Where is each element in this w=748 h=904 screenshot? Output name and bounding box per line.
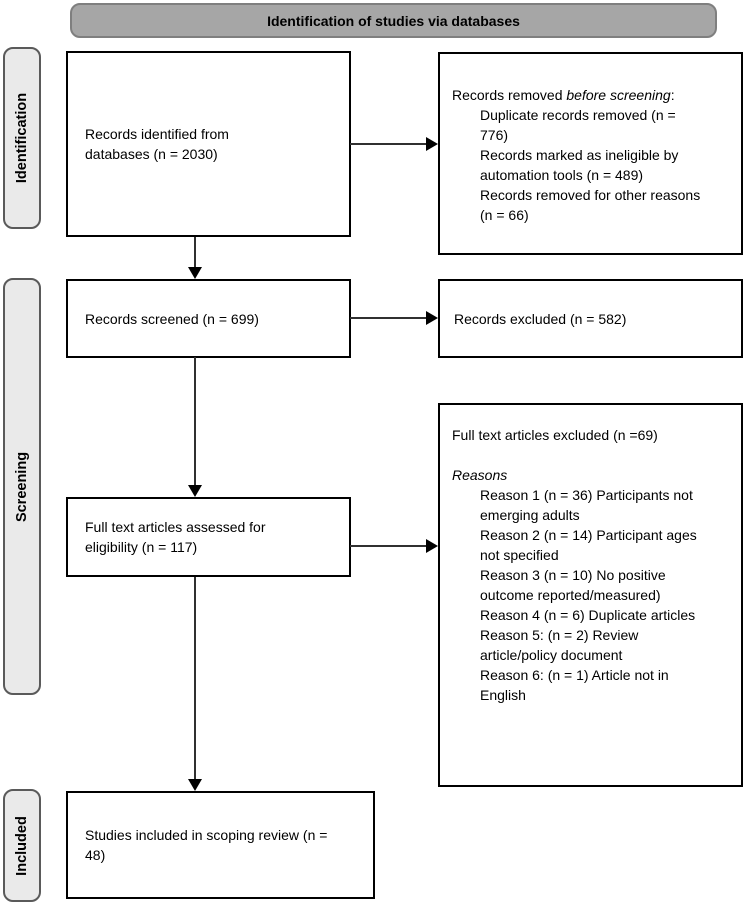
list-item: Records marked as ineligible by automation tools (n = 489) [480, 147, 679, 183]
list-item: Reason 4 (n = 6) Duplicate articles [480, 607, 696, 623]
list-item: Reason 3 (n = 10) No positive outcome reported/measured) [480, 567, 666, 603]
box-records-removed-title: Records removed before screening: [452, 87, 675, 103]
list-item: Reason 1 (n = 36) Participants not emerging adults [480, 487, 693, 523]
box-records-removed [438, 52, 743, 255]
list-item: Reason 5: (n = 2) Review article/policy document [480, 627, 639, 663]
arrow-down-identified-to-screened [194, 237, 196, 267]
list-item: Records removed for other reasons (n = 66) [480, 187, 701, 223]
box-studies-included [66, 791, 375, 899]
box-records-identified [66, 51, 351, 237]
arrow-right-fulltext-to-excluded [350, 545, 426, 547]
stage-label-included [3, 789, 41, 902]
box-fulltext-assessed [66, 497, 351, 577]
stage-label-identification-text: Identification [14, 92, 31, 184]
box-records-screened-text: Records screened (n = 699) [85, 310, 259, 327]
stage-label-screening-text: Screening [14, 451, 31, 522]
box-records-excluded [438, 279, 743, 358]
arrow-down-fulltext-to-included [194, 577, 196, 779]
box-records-screened [66, 279, 351, 358]
diagram-header [70, 3, 717, 38]
stage-label-identification [3, 47, 41, 229]
arrow-right-screened-to-excluded [350, 317, 426, 319]
list-item: Duplicate records removed (n = 776) [480, 107, 676, 143]
box-records-identified-text: Records identified from databases (n = 2030) [85, 126, 229, 162]
list-item: Reason 2 (n = 14) Participant ages not specified [480, 527, 697, 563]
arrow-down-screened-to-fulltext [194, 357, 196, 485]
arrow-right-identified-to-removed [350, 143, 426, 145]
box-fulltext-excluded-title: Full text articles excluded (n =69) [452, 427, 658, 443]
box-studies-included-text: Studies included in scoping review (n = 48) [85, 827, 328, 863]
box-fulltext-excluded [438, 403, 743, 787]
box-records-excluded-text: Records excluded (n = 582) [454, 310, 627, 327]
reasons-label: Reasons [452, 467, 508, 483]
list-item: Reason 6: (n = 1) Article not in English [480, 667, 669, 703]
box-fulltext-assessed-text: Full text articles assessed for eligibility (n = 117) [85, 519, 266, 555]
diagram-header-title: Identification of studies via databases [267, 12, 520, 29]
stage-label-included-text: Included [14, 815, 30, 876]
stage-label-screening [3, 278, 41, 695]
